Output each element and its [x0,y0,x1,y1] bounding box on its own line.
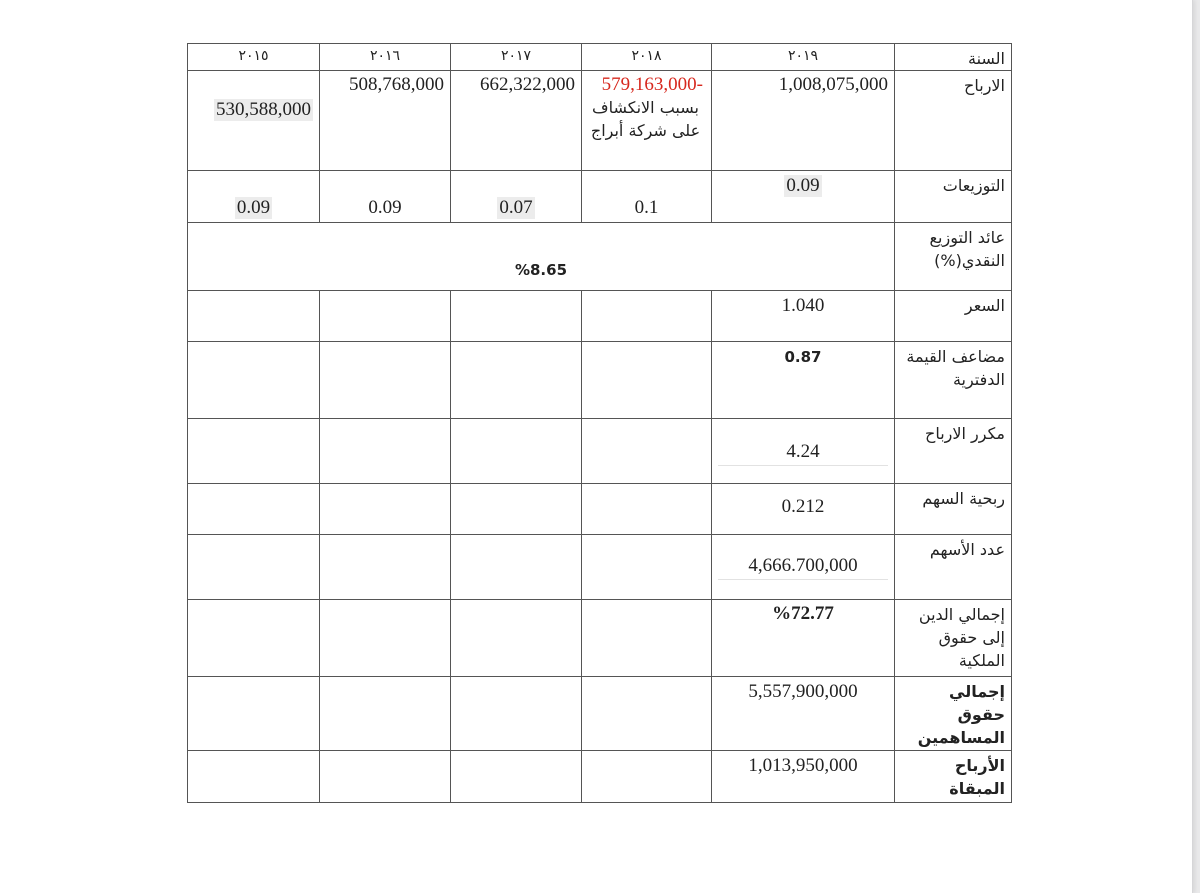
profits-2017: 662,322,000 [451,71,582,171]
distributions-2015: 0.09 [236,197,271,218]
debt-equity-2016 [320,600,451,677]
profits-2018-cell [582,71,712,171]
distributions-2019: 0.09 [786,175,820,196]
cash-yield-label: عائد التوزيع النقدي(%) [895,223,1012,291]
pb-2016 [320,342,451,419]
cash-yield-value-cell [188,223,895,291]
price-row [188,291,1012,342]
price-2018 [582,291,712,342]
pe-2018 [582,419,712,484]
distributions-2019-cell [712,171,895,223]
equity-2015 [188,677,320,751]
pe-2016 [320,419,451,484]
price-2016 [320,291,451,342]
profits-2015-cell [188,71,320,171]
retained-2018 [582,751,712,803]
pb-2015 [188,342,320,419]
equity-2016 [320,677,451,751]
pe-2015 [188,419,320,484]
profits-2019: 1,008,075,000 [712,71,895,171]
debt-equity-2018 [582,600,712,677]
distributions-2016: 0.09 [320,171,451,223]
debt-equity-label: إجمالي الدين إلى حقوق الملكية [895,600,1012,677]
debt-equity-2019: %72.77 [712,600,895,677]
retained-row [188,751,1012,803]
shares-2017 [451,535,582,600]
equity-label: إجمالي حقوق المساهمين [895,677,1012,751]
retained-2017 [451,751,582,803]
pe-2019-cell [712,419,895,484]
pb-2019: 0.87 [712,342,895,419]
eps-2018 [582,484,712,535]
year-2017: ٢٠١٧ [451,44,582,71]
eps-label: ربحية السهم [895,484,1012,535]
pb-2018 [582,342,712,419]
pb-row [188,342,1012,419]
year-2016: ٢٠١٦ [320,44,451,71]
price-label: السعر [895,291,1012,342]
eps-2016 [320,484,451,535]
equity-row [188,677,1012,751]
shares-2019-cell [712,535,895,600]
equity-2019: 5,557,900,000 [712,677,895,751]
pb-2017 [451,342,582,419]
profits-2018: -579,163,000 [601,74,703,95]
price-2019: 1.040 [712,291,895,342]
eps-2015 [188,484,320,535]
equity-2018 [582,677,712,751]
retained-label: الأرباح المبقاة [895,751,1012,803]
retained-2015 [188,751,320,803]
shares-2015 [188,535,320,600]
profits-label: الارباح [895,71,1012,171]
cash-yield-row [188,223,1012,291]
eps-row [188,484,1012,535]
distributions-2017: 0.07 [499,197,533,218]
profits-row [188,71,1012,171]
debt-equity-row [188,600,1012,677]
eps-2017 [451,484,582,535]
year-label: السنة [895,44,1012,71]
shares-2019: 4,666.700,000 [718,555,888,580]
debt-equity-2015 [188,600,320,677]
header-row [188,44,1012,71]
cash-yield-value: %8.65 [514,261,568,279]
distributions-label: التوزيعات [895,171,1012,223]
distributions-row [188,171,1012,223]
profits-2018-note: بسبب الانكشاف على شركة أبراج [590,98,701,140]
profits-2015: 530,588,000 [216,99,311,120]
shares-row [188,535,1012,600]
retained-2019: 1,013,950,000 [712,751,895,803]
equity-2017 [451,677,582,751]
shares-2016 [320,535,451,600]
profits-2016: 508,768,000 [320,71,451,171]
pe-2019: 4.24 [718,441,888,466]
price-2017 [451,291,582,342]
eps-2019: 0.212 [712,484,895,535]
pe-row [188,419,1012,484]
year-2015: ٢٠١٥ [188,44,320,71]
year-2019: ٢٠١٩ [712,44,895,71]
shares-2018 [582,535,712,600]
distributions-2017-cell [451,171,582,223]
financial-table [187,43,1012,803]
debt-equity-2017 [451,600,582,677]
price-2015 [188,291,320,342]
pb-label: مضاعف القيمة الدفترية [895,342,1012,419]
year-2018: ٢٠١٨ [582,44,712,71]
shares-label: عدد الأسهم [895,535,1012,600]
distributions-2018: 0.1 [582,171,712,223]
pe-2017 [451,419,582,484]
retained-2016 [320,751,451,803]
distributions-2015-cell [188,171,320,223]
pe-label: مكرر الارباح [895,419,1012,484]
